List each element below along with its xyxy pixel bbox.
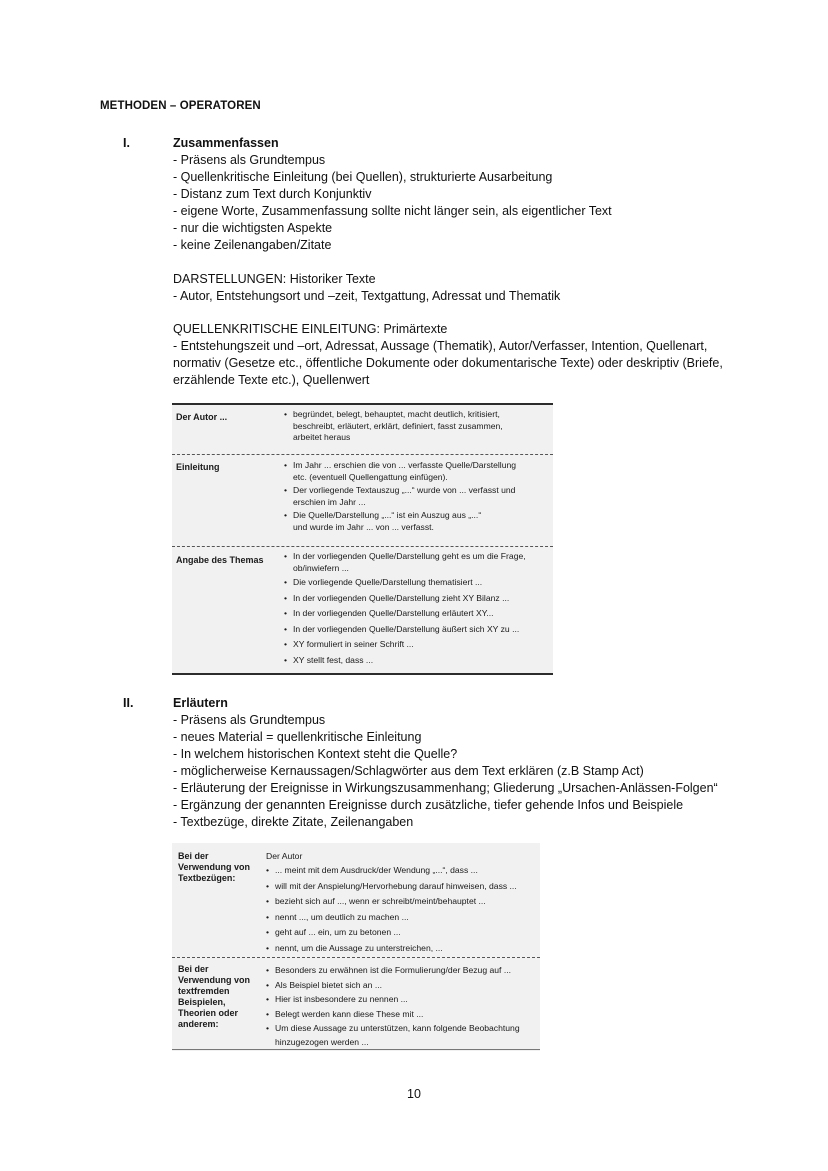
operator-table-1 xyxy=(172,403,553,675)
list-item: - möglicherweise Kernaussagen/Schlagwörter aus dem Text erklären (z.B Stamp Act) xyxy=(173,764,644,778)
list-item: - Erläuterung der Ereignisse in Wirkungszusammenhang; Gliederung „Ursachen-Anlässen-Folgen“ xyxy=(173,781,718,795)
list-item: - nur die wichtigsten Aspekte xyxy=(173,221,333,235)
page-title: METHODEN – OPERATOREN xyxy=(100,100,261,112)
table-cell: • Im Jahr ... erschien die von ... verfasste Quelle/Darstellung etc. (eventuell Quellengattung einfügen). • Der vorliegende Textauszug „...“ wurde von ... verfasst und erschien im Jahr ... • Die Quelle/Darstellung „...“ ist ein Auszug aus „...“ und wurde im Jahr ... von ... verfasst. xyxy=(284,460,517,532)
table-cell: • begründet, belegt, behauptet, macht deutlich, kritisiert, beschreibt, erläutert, erklärt, definiert, fasst zusammen, arbeitet heraus xyxy=(284,409,503,442)
quellen-text: - Entstehungszeit und –ort, Adressat, Aussage (Thematik), Autor/Verfasser, Intention, Quellenart, normativ (Gesetze etc., öffentliche Dokumente oder dokumentarische Texte) oder deskriptiv (Briefe, erzählende Texte etc.), Quellenwert xyxy=(173,339,723,387)
darstellungen-heading: DARSTELLUNGEN: Historiker Texte xyxy=(173,272,376,286)
section-2-number: II. xyxy=(123,696,134,710)
section-1-heading: Zusammenfassen xyxy=(173,136,279,150)
page-number: 10 xyxy=(407,1087,421,1101)
table-cell: • In der vorliegenden Quelle/Darstellung geht es um die Frage, ob/inwiefern ... • Die vorliegende Quelle/Darstellung thematisiert ... • In der vorliegenden Quelle/Darstellung zieht XY Bilanz ... • In der vorliegenden Quelle/Darstellung erläutert XY... • In der vorliegenden Quelle/Darstellung äußert sich XY zu ... • XY formuliert in seiner Schrift ... • XY stellt fest, dass ... xyxy=(284,551,526,665)
table-cell: • ... meint mit dem Ausdruck/der Wendung „...“, dass ... • will mit der Anspielung/Hervorhebung darauf hinweisen, dass ... • bezieht sich auf ..., wenn er schreibt/meint/behauptet ... • nennt ..., um deutlich zu machen ... • geht auf ... ein, um zu betonen ... • nennt, um die Aussage zu unterstreichen, ... xyxy=(266,865,517,953)
darstellungen-text: - Autor, Entstehungsort und –zeit, Textgattung, Adressat und Thematik xyxy=(173,289,561,303)
table-row-label: Einleitung xyxy=(176,462,220,472)
list-item: - Präsens als Grundtempus xyxy=(173,153,326,167)
quellen-heading: QUELLENKRITISCHE EINLEITUNG: Primärtexte xyxy=(173,322,448,336)
table-row-label: Der Autor ... xyxy=(176,412,228,422)
list-item: - In welchem historischen Kontext steht die Quelle? xyxy=(173,747,458,761)
table-row-label: Angabe des Themas xyxy=(176,555,264,565)
table-column-header: Der Autor xyxy=(266,851,303,861)
section-2-bullets xyxy=(173,712,763,831)
table-row-label: Bei der Verwendung von Textbezügen: xyxy=(178,851,251,883)
list-item: - Quellenkritische Einleitung (bei Quellen), strukturierte Ausarbeitung xyxy=(173,170,553,184)
section-1-number: I. xyxy=(123,136,130,150)
list-item: - Ergänzung der genannten Ereignisse durch zusätzliche, tiefer gehende Infos und Beispiele xyxy=(173,798,684,812)
list-item: - neues Material = quellenkritische Einleitung xyxy=(173,730,422,744)
darstellungen-block xyxy=(173,271,753,305)
table-cell: • Besonders zu erwähnen ist die Formulierung/der Bezug auf ... • Als Beispiel bietet sich an ... • Hier ist insbesondere zu nennen ... • Belegt werden kann diese These mit ... • Um diese Aussage zu unterstützen, kann folgende Beobachtung hinzugezogen werden ... xyxy=(266,965,520,1047)
table-row-label: Bei der Verwendung von textfremden Beispielen, Theorien oder anderem: xyxy=(178,964,251,1029)
list-item: - Distanz zum Text durch Konjunktiv xyxy=(173,187,372,201)
section-1-bullets xyxy=(173,152,763,254)
list-item: - Präsens als Grundtempus xyxy=(173,713,326,727)
list-item: - Textbezüge, direkte Zitate, Zeilenangaben xyxy=(173,815,414,829)
list-item: - eigene Worte, Zusammenfassung sollte nicht länger sein, als eigentlicher Text xyxy=(173,204,612,218)
section-2-heading: Erläutern xyxy=(173,696,228,710)
quellen-block xyxy=(173,321,733,389)
operator-table-2 xyxy=(172,843,540,1051)
list-item: - keine Zeilenangaben/Zitate xyxy=(173,238,332,252)
